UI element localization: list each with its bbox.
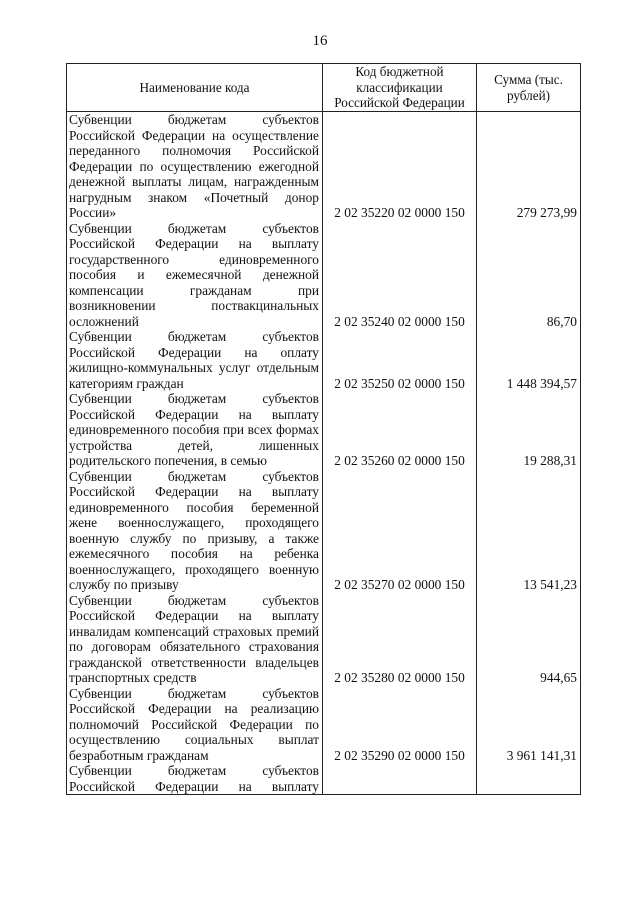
row-sum	[477, 763, 581, 795]
budget-revenue-table	[66, 63, 581, 795]
row-sum: 279 273,99	[477, 112, 581, 221]
table-row	[67, 469, 581, 593]
row-code	[323, 763, 477, 795]
table-row	[67, 329, 581, 391]
row-name: Субвенции бюджетам субъектов Российской Федерации на выплату	[67, 763, 323, 795]
row-code: 2 02 35250 02 0000 150	[323, 329, 477, 391]
table-row	[67, 686, 581, 764]
row-name: Субвенции бюджетам субъектов Российской Федерации на выплату инвалидам компенсаций страховых премий по договорам обязательного страхования гражданской ответственности владельцев транспортных средств	[67, 593, 323, 686]
row-code: 2 02 35220 02 0000 150	[323, 112, 477, 221]
table-row	[67, 112, 581, 221]
table-row	[67, 763, 581, 795]
row-code: 2 02 35260 02 0000 150	[323, 391, 477, 469]
page-number: 16	[312, 33, 328, 49]
row-sum: 19 288,31	[477, 391, 581, 469]
table-row	[67, 593, 581, 686]
row-name: Субвенции бюджетам субъектов Российской Федерации на реализацию полномочий Российской Федерации по осуществлению социальных выплат безработным гражданам	[67, 686, 323, 764]
row-sum: 13 541,23	[477, 469, 581, 593]
row-sum: 1 448 394,57	[477, 329, 581, 391]
table-row	[67, 221, 581, 330]
row-code: 2 02 35290 02 0000 150	[323, 686, 477, 764]
row-name: Субвенции бюджетам субъектов Российской Федерации на выплату единовременного пособия при всех формах устройства детей, лишенных родительского попечения, в семью	[67, 391, 323, 469]
row-sum: 3 961 141,31	[477, 686, 581, 764]
row-sum: 944,65	[477, 593, 581, 686]
row-code: 2 02 35280 02 0000 150	[323, 593, 477, 686]
header-sum: Сумма (тыс. рублей)	[477, 64, 581, 112]
row-name: Субвенции бюджетам субъектов Российской Федерации на осуществление переданного полномочия Российской Федерации по осуществлению ежегодной денежной выплаты лицам, награжденным нагрудным знаком «Почетный донор России»	[67, 112, 323, 221]
row-name: Субвенции бюджетам субъектов Российской Федерации на оплату жилищно-коммунальных услуг отдельным категориям граждан	[67, 329, 323, 391]
row-code: 2 02 35270 02 0000 150	[323, 469, 477, 593]
header-code: Код бюджетной классификации Российской Федерации	[323, 64, 477, 112]
row-sum: 86,70	[477, 221, 581, 330]
header-name: Наименование кода	[67, 64, 323, 112]
table-header-row	[67, 64, 581, 112]
row-code: 2 02 35240 02 0000 150	[323, 221, 477, 330]
row-name: Субвенции бюджетам субъектов Российской Федерации на выплату государственного единовременного пособия и ежемесячной денежной компенсации гражданам при возникновении поствакцинальных осложнений	[67, 221, 323, 330]
row-name: Субвенции бюджетам субъектов Российской Федерации на выплату единовременного пособия беременной жене военнослужащего, проходящего военную службу по призыву, а также ежемесячного пособия на ребенка военнослужащего, проходящего военную службу по призыву	[67, 469, 323, 593]
table-row	[67, 391, 581, 469]
